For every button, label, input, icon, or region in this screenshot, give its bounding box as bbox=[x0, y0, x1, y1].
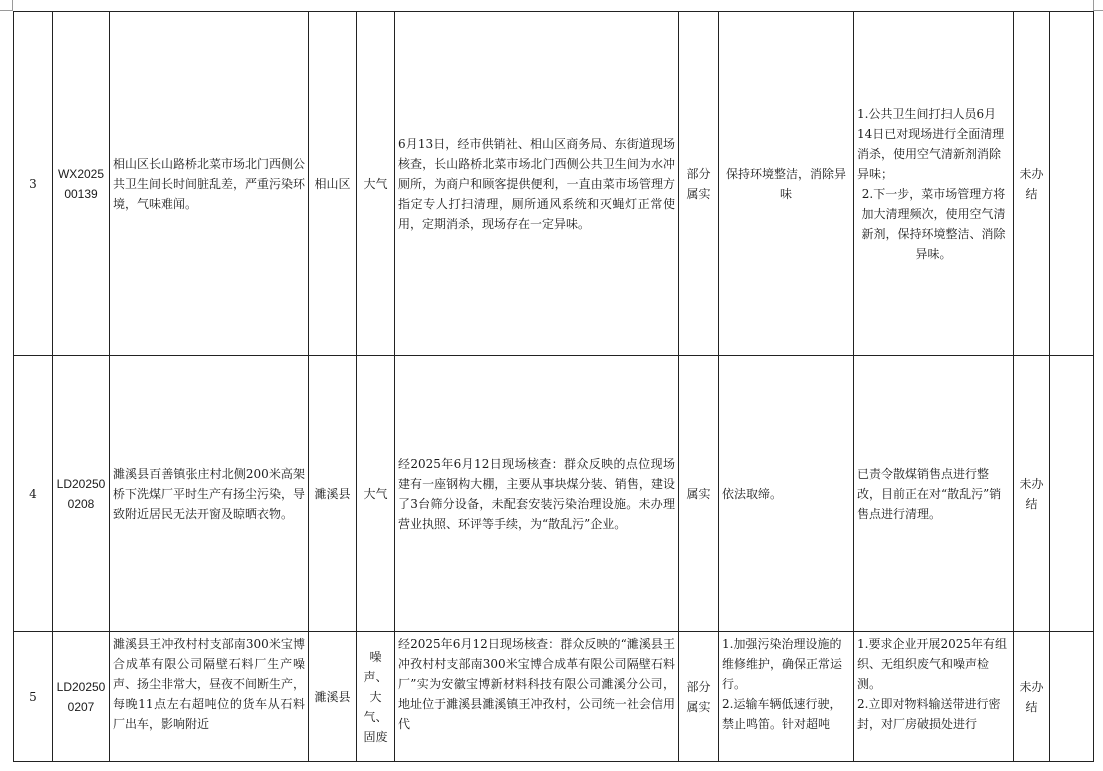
complaints-table bbox=[13, 11, 1094, 762]
row-number: 3 bbox=[14, 12, 53, 356]
rectification-progress bbox=[854, 356, 1014, 632]
verification-result: 部分属实 bbox=[679, 12, 719, 356]
case-status: 未办结 bbox=[1014, 12, 1050, 356]
row-number: 4 bbox=[14, 356, 53, 632]
pollution-type: 大气 bbox=[357, 12, 395, 356]
case-id: LD202500208 bbox=[53, 356, 110, 632]
case-id: WX202500139 bbox=[53, 12, 110, 356]
empty-cell bbox=[1050, 632, 1094, 762]
pollution-type: 大气 bbox=[357, 356, 395, 632]
verification-result: 部分属实 bbox=[679, 632, 719, 762]
progress-item: 已责令散煤销售点进行整改，目前正在对“散乱污”销售点进行清理。 bbox=[857, 466, 1002, 521]
measure-item: 1.加强污染治理设施的维修维护，确保正常运行。 bbox=[722, 637, 843, 691]
rectification-measures bbox=[719, 12, 854, 356]
rectification-progress bbox=[854, 12, 1014, 356]
table-row bbox=[14, 356, 1094, 632]
page-corner-mark bbox=[0, 10, 12, 11]
district: 濉溪县 bbox=[309, 356, 357, 632]
case-status: 未办结 bbox=[1014, 632, 1050, 762]
page-corner-mark bbox=[1093, 0, 1094, 11]
complaint-content: 相山区长山路桥北菜市场北门西侧公共卫生间长时间脏乱差，严重污染环境，气味难闻。 bbox=[110, 12, 309, 356]
page-corner-mark bbox=[12, 0, 13, 11]
measure-item: 2.运输车辆低速行驶，禁止鸣笛。针对超吨 bbox=[722, 697, 842, 731]
progress-item: 2.下一步，菜市场管理方将加大清理频次，使用空气清新剂，保持环境整洁、消除异味。 bbox=[861, 186, 1006, 261]
rectification-measures: 依法取缔。 bbox=[719, 356, 854, 632]
complaint-content: 濉溪县百善镇张庄村北侧200米高架桥下洗煤厂平时生产有扬尘污染，导致附近居民无法开窗及晾晒衣物。 bbox=[110, 356, 309, 632]
case-status: 未办结 bbox=[1014, 356, 1050, 632]
progress-item: 1.要求企业开展2025年有组织、无组织废气和噪声检测。 bbox=[857, 637, 1007, 691]
measure-text: 保持环境整洁，消除异味 bbox=[725, 166, 846, 201]
pollution-type: 噪声、大气、固废 bbox=[357, 632, 395, 762]
table-row bbox=[14, 632, 1094, 762]
progress-item: 1.公共卫生间打扫人员6月14日已对现场进行全面清理消杀，使用空气清新剂消除异味； bbox=[857, 106, 1005, 181]
investigation-finding: 6月13日，经市供销社、相山区商务局、东街道现场核查，长山路桥北菜市场北门西侧公共卫生间为水冲厕所，为商户和顾客提供便利，一直由菜市场管理方指定专人打扫清理，厕所通风系统和灭蝇灯正常使用，定期消杀，现场存在一定异味。 bbox=[395, 12, 679, 356]
empty-cell bbox=[1050, 356, 1094, 632]
row-number: 5 bbox=[14, 632, 53, 762]
progress-item: 2.立即对物料输送带进行密封，对厂房破损处进行 bbox=[857, 697, 1001, 731]
empty-cell bbox=[1050, 12, 1094, 356]
case-id: LD202500207 bbox=[53, 632, 110, 762]
rectification-progress bbox=[854, 632, 1014, 762]
district: 濉溪县 bbox=[309, 632, 357, 762]
complaint-content: 濉溪县王冲孜村村支部南300米宝博合成革有限公司隔壁石料厂生产噪声、扬尘非常大，昼夜不间断生产，每晚11点左右超吨位的货车从石料厂出车，影响附近 bbox=[110, 632, 309, 762]
verification-result: 属实 bbox=[679, 356, 719, 632]
investigation-finding: 经2025年6月12日现场核查：群众反映的“濉溪县王冲孜村村支部南300米宝博合成革有限公司隔壁石料厂”实为安徽宝博新材料科技有限公司濉溪分公司，地址位于濉溪县濉溪镇王冲孜村，公司统一社会信用代 bbox=[395, 632, 679, 762]
page-corner-mark bbox=[1093, 10, 1103, 11]
table-row bbox=[14, 12, 1094, 356]
rectification-measures bbox=[719, 632, 854, 762]
investigation-finding: 经2025年6月12日现场核查：群众反映的点位现场建有一座钢构大棚，主要从事块煤分装、销售，建设了3台筛分设备，未配套安装污染治理设施。未办理营业执照、环评等手续，为“散乱污”企业。 bbox=[395, 356, 679, 632]
district: 相山区 bbox=[309, 12, 357, 356]
